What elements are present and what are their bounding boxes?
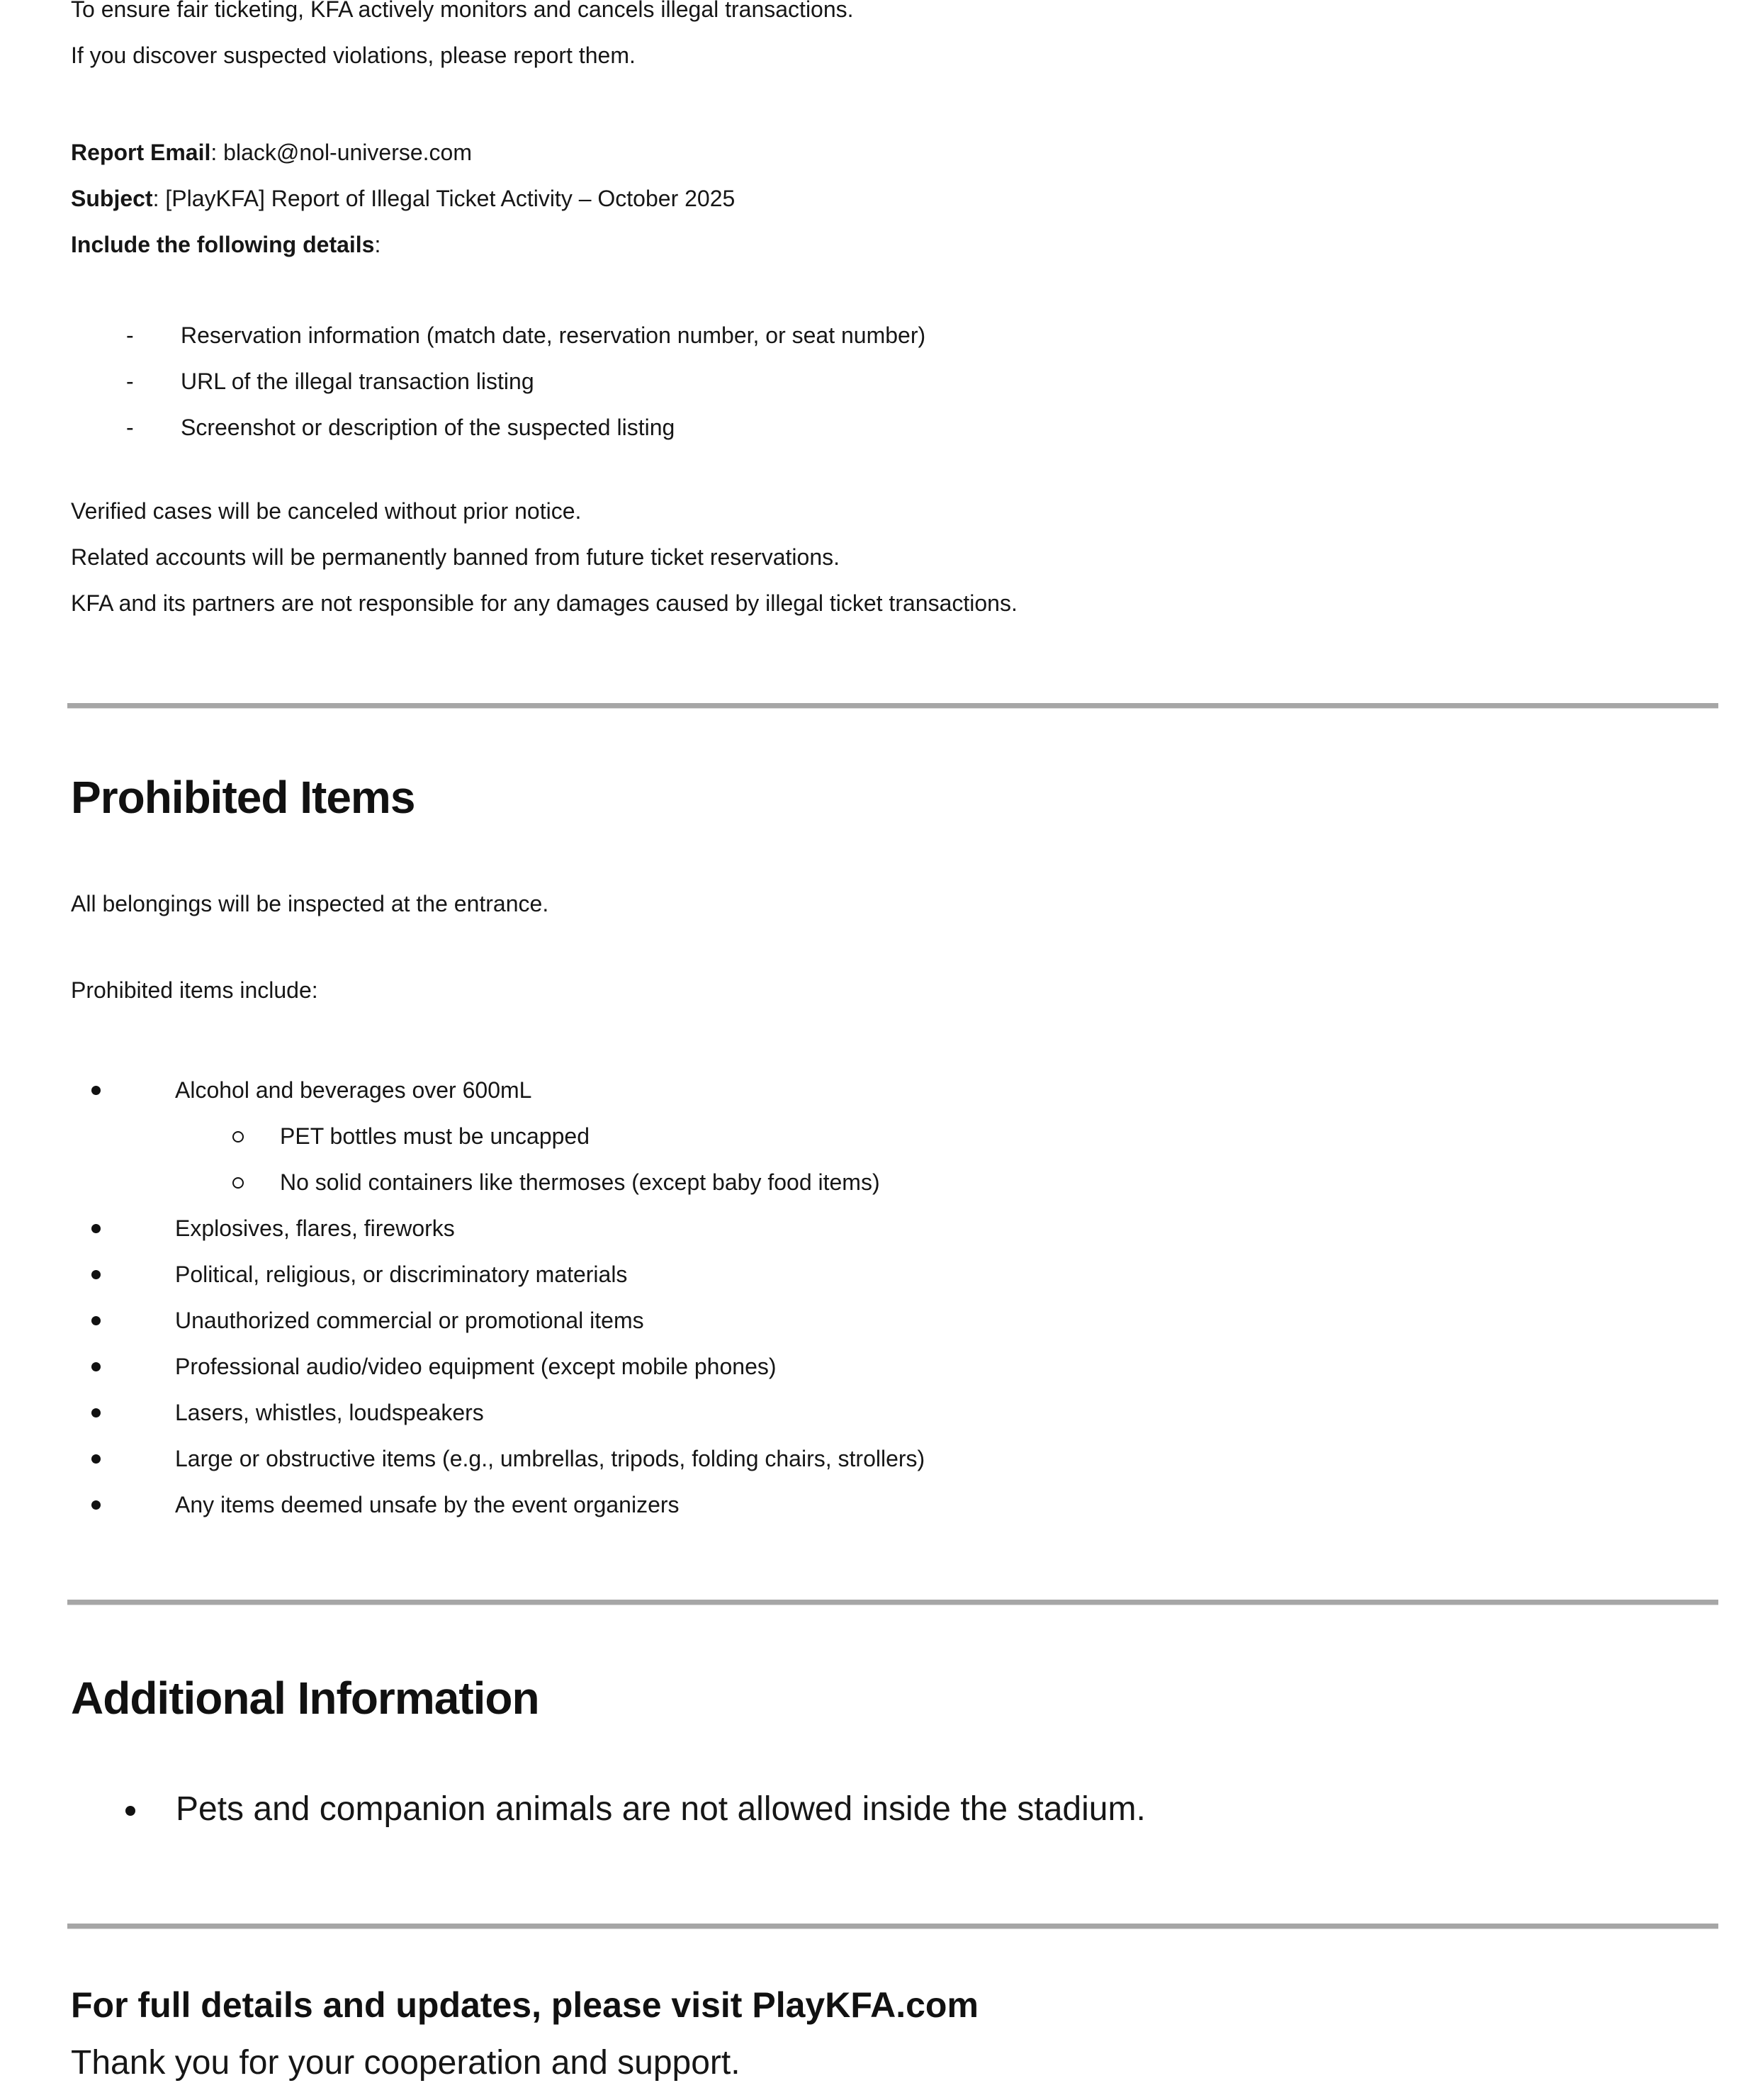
intro-line-1: To ensure fair ticketing, KFA actively monitors and cancels illegal transactions. [71, 0, 854, 22]
bullet-icon [91, 1454, 101, 1464]
sub-list-item [71, 1113, 1718, 1160]
list-item [71, 1436, 1718, 1482]
intro-line-2: If you discover suspected violations, please report them. [71, 43, 636, 68]
report-subject-value: : [PlayKFA] Report of Illegal Ticket Activity – October 2025 [152, 186, 736, 211]
dash-marker-icon: - [126, 322, 134, 348]
dash-marker-icon: - [126, 369, 134, 394]
report-details-label: Include the following details [71, 232, 375, 257]
list-item [71, 1344, 1718, 1390]
list-item-text: URL of the illegal transaction listing [181, 369, 534, 394]
dash-marker-icon: - [126, 415, 134, 440]
list-item-text: Explosives, flares, fireworks [175, 1215, 455, 1241]
list-item-text: Large or obstructive items (e.g., umbrellas, tripods, folding chairs, strollers) [175, 1446, 925, 1471]
additional-list-item [71, 1781, 1718, 1838]
list-item-text: Unauthorized commercial or promotional items [175, 1308, 644, 1333]
list-item [71, 1252, 1718, 1298]
section-divider [67, 1924, 1718, 1929]
warning-line-3: KFA and its partners are not responsible for any damages caused by illegal ticket transactions. [71, 590, 1018, 616]
bullet-icon [91, 1500, 101, 1510]
report-subject-line [71, 176, 1718, 222]
footer-visit-line: For full details and updates, please visit PlayKFA.com [71, 1985, 979, 2025]
section-divider [67, 1600, 1718, 1605]
report-details-line [71, 222, 1718, 268]
prohibited-intro-2: Prohibited items include: [71, 977, 318, 1003]
report-subject-label: Subject [71, 186, 153, 211]
footer-thanks-line: Thank you for your cooperation and support. [71, 2044, 740, 2082]
warnings-paragraph [71, 488, 1718, 627]
list-item-text: Political, religious, or discriminatory materials [175, 1262, 628, 1287]
report-contact-block [71, 130, 1718, 268]
list-item [71, 1067, 1718, 1113]
additional-information-heading: Additional Information [71, 1673, 539, 1724]
report-details-list [71, 313, 1718, 451]
report-email-value: : black@nol-universe.com [210, 140, 472, 165]
bullet-icon [91, 1362, 101, 1371]
list-item [71, 359, 1718, 405]
report-email-label: Report Email [71, 140, 211, 165]
report-details-colon: : [374, 232, 381, 257]
list-item-text: No solid containers like thermoses (except baby food items) [280, 1169, 880, 1195]
prohibited-items-heading: Prohibited Items [71, 772, 415, 823]
list-item [71, 1206, 1718, 1252]
list-item-text: Pets and companion animals are not allowed inside the stadium. [176, 1790, 1146, 1828]
sub-list-item [71, 1160, 1718, 1206]
list-item [71, 405, 1718, 451]
report-email-line [71, 130, 1718, 176]
intro-paragraph [71, 0, 1718, 79]
bullet-icon [91, 1270, 101, 1279]
bullet-icon [91, 1086, 101, 1095]
bullet-icon [91, 1316, 101, 1325]
list-item-text: Professional audio/video equipment (except mobile phones) [175, 1354, 777, 1379]
circle-bullet-icon [232, 1177, 244, 1189]
prohibited-intro-1: All belongings will be inspected at the entrance. [71, 891, 549, 916]
circle-bullet-icon [232, 1131, 244, 1142]
bullet-icon [91, 1408, 101, 1417]
bullet-icon [125, 1806, 135, 1816]
list-item-text: Any items deemed unsafe by the event organizers [175, 1492, 680, 1517]
list-item [71, 313, 1718, 359]
list-item-text: Lasers, whistles, loudspeakers [175, 1400, 484, 1425]
list-item-text: Screenshot or description of the suspected listing [181, 415, 675, 440]
section-divider [67, 703, 1718, 709]
list-item [71, 1390, 1718, 1436]
warning-line-2: Related accounts will be permanently banned from future ticket reservations. [71, 544, 840, 570]
bullet-icon [91, 1224, 101, 1233]
list-item-text: Reservation information (match date, reservation number, or seat number) [181, 322, 926, 348]
list-item [71, 1298, 1718, 1344]
list-item-text: Alcohol and beverages over 600mL [175, 1077, 532, 1103]
list-item [71, 1482, 1718, 1528]
prohibited-items-list [71, 1067, 1718, 1528]
list-item-text: PET bottles must be uncapped [280, 1123, 590, 1149]
warning-line-1: Verified cases will be canceled without prior notice. [71, 498, 582, 524]
